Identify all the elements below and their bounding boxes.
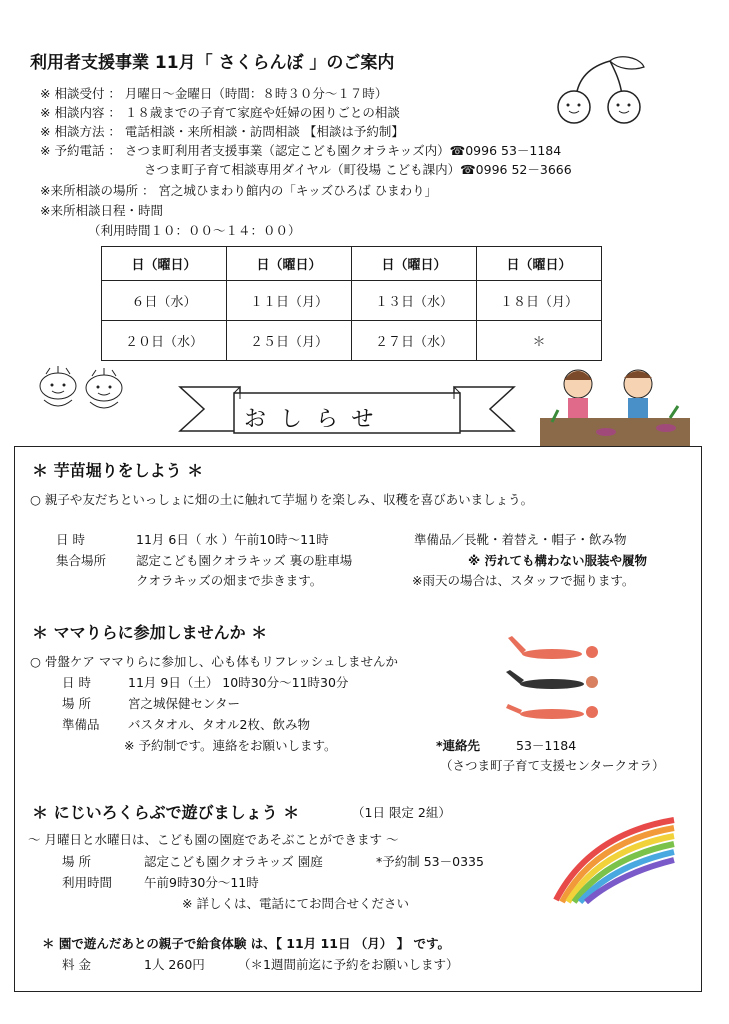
info-phone-2: さつま町子育て相談専用ダイヤル（町役場 こども課内）☎0996 52－3666: [144, 162, 572, 177]
table-cell: ２７日（水）: [352, 321, 477, 361]
section2-date-label: 日 時: [62, 675, 91, 690]
section3-fee-value: 1人 260円: [144, 957, 205, 972]
section2-note: ※ 予約制です。連絡をお願いします。: [124, 738, 337, 753]
section2-items-value: バスタオル、タオル2枚、飲み物: [128, 717, 310, 732]
section2-items-label: 準備品: [62, 717, 100, 732]
section1-title: ＊ 芋苗堀りをしよう ＊: [32, 461, 204, 480]
section1-date-label: 日 時: [56, 532, 85, 547]
info-phone-1: ※ 予約電話 ： さつま町利用者支援事業（認定こども園クオラキッズ内）☎0996 53－1184: [40, 143, 562, 158]
section3-place-value: 認定こども園クオラキッズ 園庭: [144, 854, 323, 869]
section1-place-value: 認定こども園クオラキッズ 裏の駐車場: [136, 553, 353, 568]
table-cell: ＊: [477, 321, 602, 361]
section1-date-value: 11月 6日（ 水 ）午前10時～11時: [136, 532, 329, 547]
section3-fee-note: （＊1週間前迄に予約をお願いします）: [238, 957, 459, 972]
table-header: 日（曜日）: [227, 247, 352, 281]
section2-title: ＊ ママりらに参加しませんか ＊: [32, 623, 268, 642]
section1-items: 準備品／長靴・着替え・帽子・飲み物: [414, 532, 627, 547]
table-cell: ２５日（月）: [227, 321, 352, 361]
cherry-illustration: [548, 55, 650, 125]
kids-harvest-illustration: [540, 362, 690, 446]
table-cell: ６日（水）: [102, 281, 227, 321]
page-title: 利用者支援事業 11月「 さくらんぼ 」のご案内: [30, 53, 395, 73]
section3-note: ※ 詳しくは、電話にてお問合せください: [182, 896, 409, 911]
section3-title: ＊ にじいろくらぶで遊びましょう ＊: [32, 803, 300, 822]
info-content: ※ 相談内容 ： １８歳までの子育て家庭や妊婦の困りごとの相談: [40, 105, 400, 120]
table-header: 日（曜日）: [477, 247, 602, 281]
banner-text: おしらせ: [244, 407, 388, 432]
section2-intro: ○ 骨盤ケア ママりらに参加し、心も体もリフレッシュしませんか: [30, 654, 398, 669]
table-header: 日（曜日）: [352, 247, 477, 281]
info-place: ※来所相談の場所 ： 宮之城ひまわり館内の「キッズひろば ひまわり」: [40, 183, 438, 198]
schedule-table: [101, 246, 602, 361]
section1-walk: クオラキッズの畑まで歩きます。: [136, 573, 323, 588]
section1-rain: ※雨天の場合は、スタッフで掘ります。: [412, 573, 635, 588]
section1-note-dirty: ※ 汚れても構わない服装や履物: [468, 553, 648, 568]
table-cell: ２０日（水）: [102, 321, 227, 361]
section2-place-label: 場 所: [62, 696, 91, 711]
section2-contact-label: *連絡先: [436, 738, 481, 753]
potato-characters-illustration: [32, 364, 130, 416]
section3-limit: （1日 限定 2組）: [352, 805, 451, 820]
section2-date-value: 11月 9日（土） 10時30分～11時30分: [128, 675, 349, 690]
section3-time-label: 利用時間: [62, 875, 113, 890]
table-header: 日（曜日）: [102, 247, 227, 281]
info-reception: ※ 相談受付 ： 月曜日～金曜日（時間：８時３０分～１７時）: [40, 86, 388, 101]
section3-intro: ～ 月曜日と水曜日は、こども園の園庭であそぶことができます ～: [28, 832, 399, 847]
table-cell: １３日（水）: [352, 281, 477, 321]
section3-place-label: 場 所: [62, 854, 91, 869]
table-row: [102, 281, 602, 321]
table-cell: １１日（月）: [227, 281, 352, 321]
table-header-row: [102, 247, 602, 281]
info-schedule-label: ※来所相談日程・時間: [40, 203, 163, 218]
section2-place-value: 宮之城保健センター: [128, 696, 241, 711]
exercise-illustration: [502, 632, 602, 724]
table-row: [102, 321, 602, 361]
section2-contact-org: （さつま町子育て支援センタークオラ）: [440, 758, 665, 773]
table-cell: １８日（月）: [477, 281, 602, 321]
rainbow-illustration: [550, 814, 680, 904]
info-hours: （利用時間１０：００～１４：００）: [88, 223, 301, 238]
info-method: ※ 相談方法 ： 電話相談・来所相談・訪問相談 【相談は予約制】: [40, 124, 404, 139]
section1-intro: ○ 親子や友だちといっしょに畑の土に触れて芋堀りを楽しみ、収穫を喜びあいましょう。: [30, 492, 534, 507]
section3-reserve: *予約制 53－0335: [376, 854, 484, 869]
section3-lunch: ＊ 園で遊んだあとの親子で給食体験 は、【 11月 11日 （月） 】 です。: [42, 936, 451, 951]
section3-fee-label: 料 金: [62, 957, 91, 972]
section2-contact-value: 53－1184: [516, 738, 577, 753]
section1-place-label: 集合場所: [56, 553, 107, 568]
section3-time-value: 午前9時30分～11時: [144, 875, 259, 890]
